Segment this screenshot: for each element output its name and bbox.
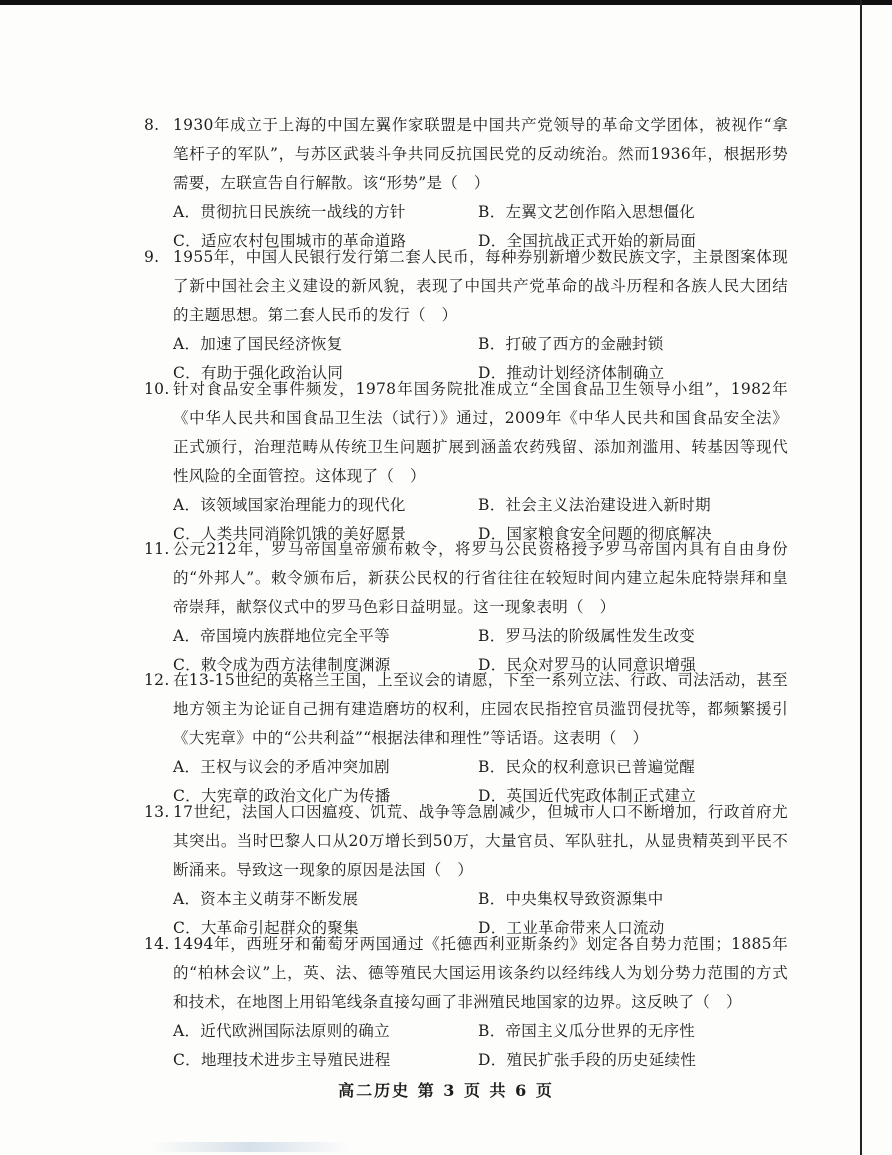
option-a: A．该领域国家治理能力的现代化	[173, 496, 406, 514]
question-stem: 在13-15世纪的英格兰王国，上至议会的请愿，下至一系列立法、行政、司法活动，甚至地方领主为论证自己拥有建造磨坊的权利，庄园农民指控官员滥罚侵扰等，都频繁援引《大宪章》中的“公共利益”“根据法律和理性”等话语。这表明（ ）	[173, 671, 788, 747]
question-8	[144, 111, 788, 256]
option-b: B．帝国主义瓜分世界的无序性	[478, 1022, 696, 1040]
question-number: 9.	[144, 248, 160, 266]
option-a: A．资本主义萌芽不断发展	[173, 890, 359, 908]
question-number: 11.	[144, 540, 170, 558]
options-row	[148, 330, 788, 359]
option-a: A．近代欧洲国际法原则的确立	[173, 1022, 390, 1040]
option-c: C．大革命引起群众的聚集	[173, 919, 359, 937]
question-14	[144, 930, 788, 1075]
question-9	[144, 243, 788, 388]
option-d: D．民众对罗马的认同意识增强	[478, 656, 697, 674]
option-a: A．贯彻抗日民族统一战线的方针	[173, 203, 406, 221]
option-a: A．加速了国民经济恢复	[173, 335, 343, 353]
question-stem: 1955年，中国人民银行发行第二套人民币，每种券别新增少数民族文字，主景图案体现了新中国社会主义建设的新风貌，表现了中国共产党革命的战斗历程和各族人民大团结的主题思想。第二套人民币的发行（ ）	[173, 248, 788, 324]
question-number: 10.	[144, 380, 170, 398]
option-b: B．打破了西方的金融封锁	[478, 335, 664, 353]
option-b: B．社会主义法治建设进入新时期	[478, 496, 711, 514]
option-c: C．大宪章的政治文化广为传播	[173, 787, 391, 805]
options-row	[148, 198, 788, 227]
question-stem: 1494年，西班牙和葡萄牙两国通过《托德西利亚斯条约》划定各自势力范围；1885年的“柏林会议”上，英、法、德等殖民大国运用该条约以经纬线人为划分势力范围的方式和技术，在地图上用铅笔线条直接勾画了非洲殖民地国家的边界。这反映了（ ）	[173, 935, 788, 1011]
options-row	[148, 885, 788, 914]
options-row	[148, 1046, 788, 1075]
question-stem: 公元212年，罗马帝国皇帝颁布敕令，将罗马公民资格授予罗马帝国内具有自由身份的“外邦人”。敕令颁布后，新获公民权的行省往往在较短时间内建立起朱庇特崇拜和皇帝崇拜，献祭仪式中的罗马色彩日益明显。这一现象表明（ ）	[173, 540, 788, 616]
option-d: D．国家粮食安全问题的彻底解决	[478, 525, 712, 543]
option-d: D．英国近代宪政体制正式建立	[478, 787, 697, 805]
option-b: B．中央集权导致资源集中	[478, 890, 664, 908]
option-d: D．全国抗战正式开始的新局面	[478, 232, 697, 250]
question-number: 13.	[144, 803, 170, 821]
question-number: 12.	[144, 671, 170, 689]
options-row	[148, 1017, 788, 1046]
scan-smudge	[150, 1142, 350, 1152]
page-footer: 高二历史 第 3 页 共 6 页	[338, 1081, 554, 1100]
option-c: C．敕令成为西方法律制度渊源	[173, 656, 391, 674]
question-stem: 17世纪，法国人口因瘟疫、饥荒、战争等急剧减少，但城市人口不断增加，行政首府尤其突出。当时巴黎人口从20万增长到50万，大量官员、军队驻扎，从显贵精英到平民不断涌来。导致这一现象的原因是法国（ ）	[173, 803, 788, 879]
option-b: B．左翼文艺创作陷入思想僵化	[478, 203, 696, 221]
option-c: C．地理技术进步主导殖民进程	[173, 1051, 391, 1069]
question-11	[144, 535, 788, 680]
option-a: A．王权与议会的矛盾冲突加剧	[173, 758, 390, 776]
options-row	[148, 491, 788, 520]
question-13	[144, 798, 788, 943]
question-stem: 针对食品安全事件频发，1978年国务院批准成立“全国食品卫生领导小组”，1982年《中华人民共和国食品卫生法（试行）》通过，2009年《中华人民共和国食品安全法》正式颁行，治理范畴从传统卫生问题扩展到涵盖农药残留、添加剂滥用、转基因等现代性风险的全面管控。这体现了（ ）	[173, 380, 788, 485]
option-a: A．帝国境内族群地位完全平等	[173, 627, 390, 645]
question-12	[144, 666, 788, 811]
option-c: C．适应农村包围城市的革命道路	[173, 232, 407, 250]
question-stem: 1930年成立于上海的中国左翼作家联盟是中国共产党领导的革命文学团体，被视作“拿笔杆子的军队”，与苏区武装斗争共同反抗国民党的反动统治。然而1936年，根据形势需要，左联宣告自行解散。该“形势”是（ ）	[173, 116, 788, 192]
option-d: D．工业革命带来人口流动	[478, 919, 665, 937]
option-d: D．推动计划经济体制确立	[478, 364, 665, 382]
question-number: 8.	[144, 116, 160, 134]
option-b: B．罗马法的阶级属性发生改变	[478, 627, 696, 645]
question-number: 14.	[144, 935, 170, 953]
option-c: C．有助于强化政治认同	[173, 364, 344, 382]
option-c: C．人类共同消除饥饿的美好愿景	[173, 525, 407, 543]
options-row	[148, 753, 788, 782]
option-b: B．民众的权利意识已普遍觉醒	[478, 758, 696, 776]
option-d: D．殖民扩张手段的历史延续性	[478, 1051, 697, 1069]
options-row	[148, 622, 788, 651]
